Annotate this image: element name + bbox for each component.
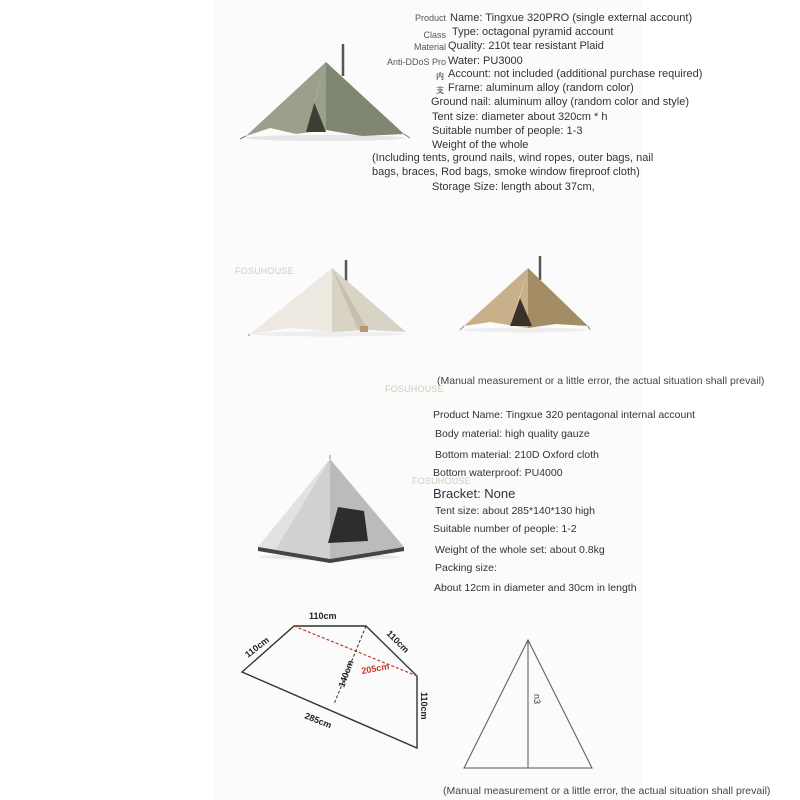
dim-right-label: 110cm (419, 692, 429, 720)
label-anti-ddos: Anti-DDoS Pro (386, 57, 446, 67)
spec-including-1: (Including tents, ground nails, wind ropes, outer bags, nail (372, 152, 654, 164)
tent-photo-beige (248, 258, 408, 338)
spec-weight: Weight of the whole (432, 139, 529, 151)
spec-quality: Quality: 210t tear resistant Plaid (448, 40, 604, 52)
spec-people: Suitable number of people: 1-3 (432, 125, 583, 137)
spec-ground-nail: Ground nail: aluminum alloy (random color and style) (431, 96, 690, 108)
brand-watermark: FOSUHOUSE (235, 266, 294, 276)
spec-name: Name: Tingxue 320PRO (single external account) (450, 12, 693, 24)
measurement-note-1: (Manual measurement or a little error, the actual situation shall prevail) (437, 375, 765, 387)
spec-type: Type: octagonal pyramid account (452, 26, 614, 38)
spec-storage: Storage Size: length about 37cm, (432, 181, 595, 193)
spec-account: Account: not included (additional purchase required) (448, 68, 703, 80)
label-class: Class (423, 30, 446, 40)
floor-plan-diagram (236, 606, 446, 756)
inner-product-name: Product Name: Tingxue 320 pentagonal internal account (433, 409, 696, 421)
dim-depth-label: 140cm (336, 658, 356, 689)
label-product: Product (414, 13, 446, 23)
inner-packing: Packing size: (435, 562, 497, 574)
inner-bracket: Bracket: None (433, 486, 516, 501)
spec-water: Water: PU3000 (448, 55, 523, 67)
inner-packing-detail: About 12cm in diameter and 30cm in length (434, 582, 637, 594)
inner-bottom-waterproof: Bottom waterproof: PU4000 (433, 467, 563, 479)
dim-right-top-label: 110cm (384, 628, 412, 655)
spec-tent-size: Tent size: diameter about 320cm * h (432, 111, 608, 123)
inner-tent-photo (256, 455, 406, 565)
spec-including-2: bags, braces, Rod bags, smoke window fireproof cloth) (372, 166, 640, 178)
brand-watermark-3: FOSUHOUSE (412, 476, 471, 486)
label-support: 支 (436, 86, 444, 95)
inner-body-material: Body material: high quality gauze (435, 428, 590, 440)
height-label: n3 (532, 694, 542, 705)
tent-photo-tan (460, 254, 590, 334)
height-triangle-diagram (460, 636, 600, 776)
label-material: Material (413, 42, 446, 52)
spec-frame: Frame: aluminum alloy (random color) (448, 82, 634, 94)
brand-watermark-2: FOSUHOUSE (385, 384, 444, 394)
label-inner: 内 (436, 72, 444, 81)
measurement-note-2: (Manual measurement or a little error, the actual situation shall prevail) (443, 785, 771, 797)
inner-bottom-material: Bottom material: 210D Oxford cloth (435, 449, 599, 461)
inner-tent-size: Tent size: about 285*140*130 high (435, 505, 595, 517)
dim-diag-label: 205cm (360, 661, 390, 676)
dim-base-label: 285cm (303, 710, 333, 731)
dim-left-label: 110cm (243, 634, 271, 660)
inner-people: Suitable number of people: 1-2 (433, 523, 577, 535)
dim-top-label: 110cm (309, 611, 337, 621)
inner-weight: Weight of the whole set: about 0.8kg (435, 544, 605, 556)
